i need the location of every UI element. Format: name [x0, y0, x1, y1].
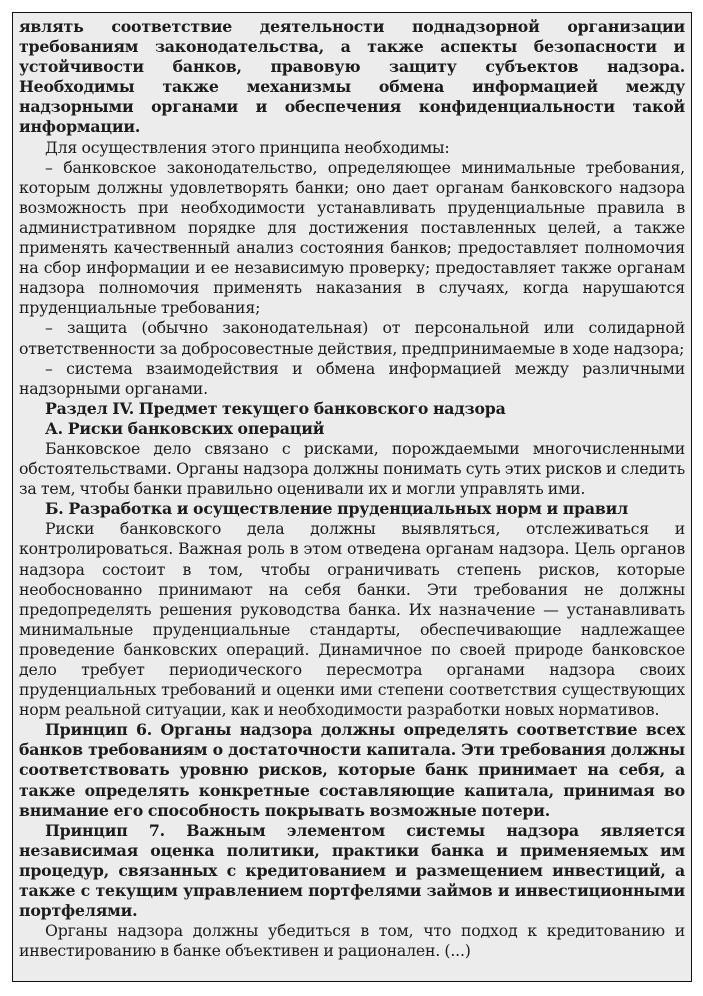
paragraph-principle-6: Принцип 6. Органы надзора должны определять соответствие всех банков требованиям о достаточности капитала. Эти требования должны соответствовать уровню рисков, которые банк принимает на себя, а также определять конкретные составляющие капитала, принимая во внимание его способность покрывать возможные потери.: [19, 720, 685, 820]
subheading-b: Б. Разработка и осуществление пруденциальных норм и правил: [45, 499, 629, 519]
paragraph-prudential: Риски банковского дела должны выявляться, отслеживаться и контролироваться. Важная роль в этом отведена органам надзора. Цель органов надзора состоит в том, чтобы ограничивать степень рисков, которые необоснованно принимают на себя банки. Эти требования не должны предопределять решения руководства банка. Их назначение — устанавливать минимальные пруденциальные стандарты, обеспечивающие надлежащее проведение банковских операций. Динамичное по своей природе банковское дело требует периодического пересмотра органами надзора своих пруденциальных требований и оценки ими степени соответствия существующих норм реальной ситуации, как и необходимости разработки новых нормативов.: [19, 519, 685, 720]
section-heading-iv: Раздел IV. Предмет текущего банковского надзора: [45, 398, 506, 418]
paragraph-lending: Органы надзора должны убедиться в том, что подход к кредитованию и инвестированию в банке объективен и рационален. (...): [19, 921, 685, 961]
paragraph-principle-5-end: являть соответствие деятельности поднадзорной организации требованиям законодательства, а также аспекты безопасности и устойчивости банков, правовую защиту субъектов надзора. Необходимы также механизмы обмена информацией между надзорными органами и обеспечения конфиденциальности такой информации.: [19, 17, 685, 137]
subheading-a: А. Риски банковских операций: [45, 418, 325, 438]
paragraph-principle-7: Принцип 7. Важным элементом системы надзора является независимая оценка политики, практики банка и применяемых им процедур, связанных с кредитованием и размещением инвестиций, а также с текущим управлением портфелями займов и инвестиционными портфелями.: [19, 820, 685, 921]
document-body: [19, 17, 685, 961]
list-item-interaction: – система взаимодействия и обмена информацией между различными надзорными органами.: [19, 358, 685, 398]
paragraph-risks: Банковское дело связано с рисками, порождаемыми многочисленными обстоятельствами. Органы надзора должны понимать суть этих рисков и следить за тем, чтобы банки правильно оценивали их и могли управлять ими.: [19, 438, 685, 499]
paragraph-intro: Для осуществления этого принципа необходимы:: [45, 137, 450, 157]
list-item-legislation: – банковское законодательство, определяющее минимальные требования, которым должны удовлетворять банки; оно дает органам банковского надзора возможность при необходимости устанавливать пруденциальные правила в административном порядке для достижения поставленных целей, а также применять качественный анализ состояния банков; предоставляет полномочия на сбор информации и ее независимую проверку; предоставляет также органам надзора полномочия применять наказания в случаях, когда нарушаются пруденциальные требования;: [19, 157, 685, 318]
list-item-protection: – защита (обычно законодательная) от персональной или солидарной ответственности за добросовестные действия, предпринимаемые в ходе надзора;: [19, 318, 685, 358]
text-frame: [12, 12, 692, 982]
